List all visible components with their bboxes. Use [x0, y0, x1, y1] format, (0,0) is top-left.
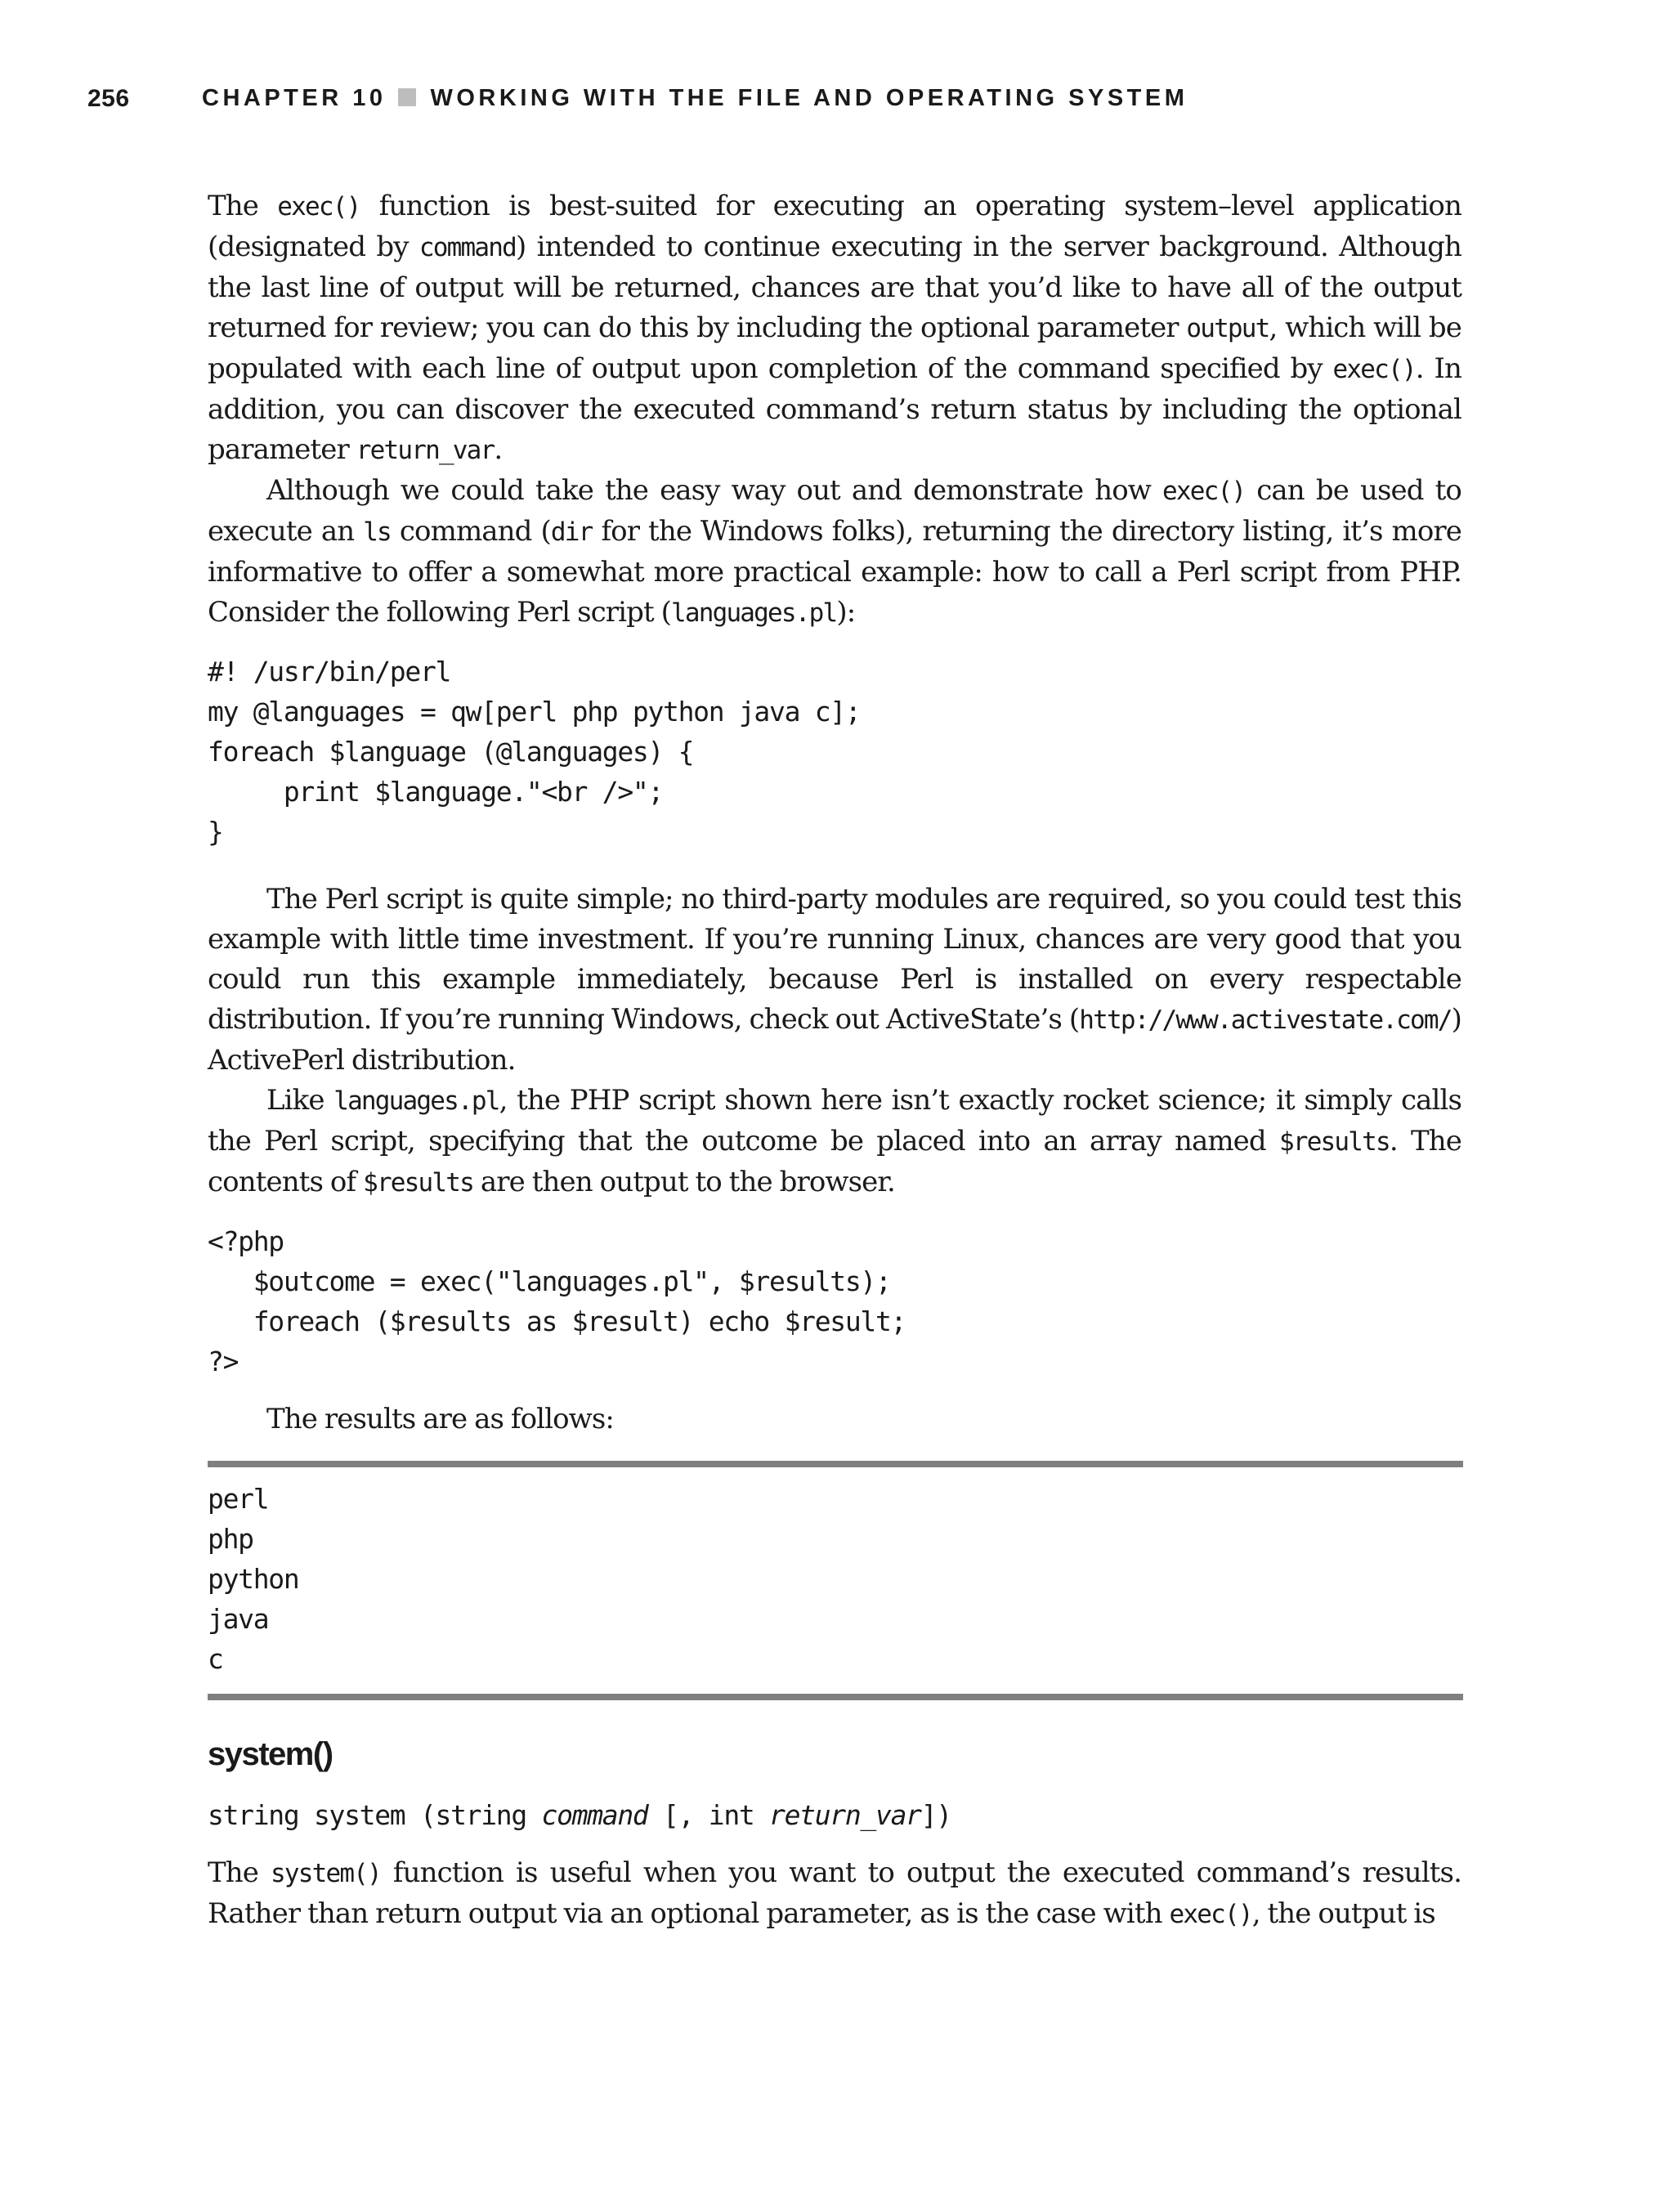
- paragraph-system-intro: The system() function is useful when you want to output the executed command’s results. Rather than return output via an optional parameter, as is the case with exec(), the output is: [208, 1856, 1461, 1930]
- inline-code: exec(): [277, 192, 360, 222]
- inline-code: exec(): [1332, 355, 1416, 384]
- paragraph-perl-explanation: The Perl script is quite simple; no third-party modules are required, so you could test this example with little time investment. If you’re running Linux, chances are very good that you could run this example immediately, because Perl is installed on every respectable distribution. If you’re running Windows, check out ActiveState’s (http://www.activestate.com/) ActivePerl distribution.: [208, 883, 1461, 1077]
- inline-code: return_var: [356, 436, 495, 465]
- section-heading-system: system(): [208, 1736, 333, 1772]
- chapter-label: CHAPTER 10: [202, 85, 387, 111]
- inline-code: dir: [550, 517, 593, 547]
- page-content: [208, 186, 1461, 1935]
- param-command: command: [541, 1799, 648, 1831]
- php-code-listing: <?php $outcome = exec("languages.pl", $results); foreach ($results as $result) echo $result; ?>: [208, 1225, 906, 1377]
- inline-code: exec(): [1162, 477, 1246, 506]
- results-intro: The results are as follows:: [266, 1403, 614, 1435]
- inline-code: output: [1186, 314, 1269, 343]
- paragraph-php-explanation: Like languages.pl, the PHP script shown here isn’t exactly rocket science; it simply calls the Perl script, specifying that the outcome be placed into an array named $results. The contents of $results are then output to the browser.: [208, 1084, 1461, 1198]
- inline-code-url: http://www.activestate.com/: [1079, 1005, 1452, 1035]
- inline-code: languages.pl: [670, 598, 837, 628]
- inline-code: system(): [271, 1859, 381, 1888]
- inline-code: exec(): [1169, 1900, 1252, 1929]
- page-number: 256: [87, 85, 130, 112]
- output-top-rule: [208, 1461, 1463, 1467]
- paragraph-exec-intro: The exec() function is best-suited for executing an operating system–level application (designated by command) intended to continue executing in the server background. Although the last line of output will be returned, chances are that you’d like to have all of the output returned for review; you can do this by including the optional parameter output, which will be populated with each line of output upon completion of the command specified by exec(). In addition, you can discover the executed command’s return status by including the optional parameter return_var.: [208, 190, 1461, 466]
- output-bottom-rule: [208, 1694, 1463, 1700]
- paragraph-perl-example: Although we could take the easy way out and demonstrate how exec() can be used to execute an ls command (dir for the Windows folks), returning the directory listing, it’s more informative to offer a somewhat more practical example: how to call a Perl script from PHP. Consider the following Perl script (languages.pl):: [208, 474, 1461, 629]
- results-output: perl php python java c: [208, 1483, 299, 1675]
- inline-code: ls: [363, 517, 391, 547]
- running-head: [202, 85, 1188, 112]
- separator-square-icon: [398, 88, 416, 106]
- inline-code: $results: [363, 1168, 473, 1198]
- chapter-title: WORKING WITH THE FILE AND OPERATING SYSTEM: [430, 85, 1188, 111]
- function-signature: string system (string command [, int return_var]): [208, 1799, 951, 1831]
- inline-code: languages.pl: [333, 1086, 499, 1116]
- param-return-var: return_var: [769, 1799, 921, 1831]
- inline-code: $results: [1278, 1127, 1390, 1157]
- perl-code-listing: #! /usr/bin/perl my @languages = qw[perl php python java c]; foreach $language (@languages) { print $language."<br />"; }: [208, 656, 861, 848]
- inline-code: command: [418, 233, 516, 262]
